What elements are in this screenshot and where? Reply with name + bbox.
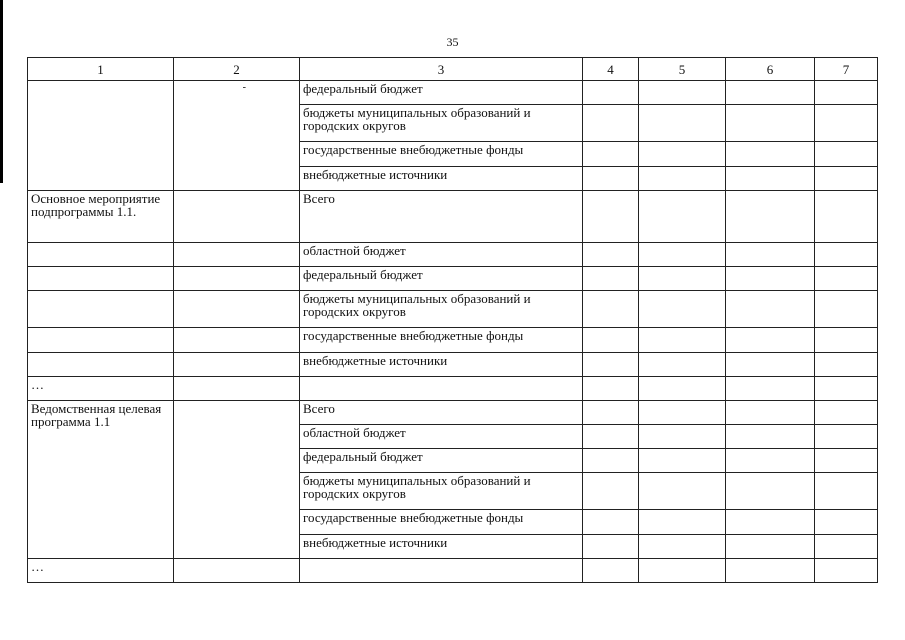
budget-table xyxy=(27,57,878,583)
funding-source-cell: государственные внебюджетные фонды xyxy=(300,142,583,167)
col-header-3: 3 xyxy=(300,58,583,81)
table-row xyxy=(28,267,878,291)
dept-program-label: Ведомственная целевая программа 1.1 xyxy=(28,401,174,559)
main-event-label: Основное мероприятие подпрограммы 1.1. xyxy=(28,191,174,243)
funding-source-cell: областной бюджет xyxy=(300,243,583,267)
table-row xyxy=(28,191,878,243)
funding-source-cell: бюджеты муниципальных образований и городских округов xyxy=(300,291,583,328)
funding-source-cell: государственные внебюджетные фонды xyxy=(300,510,583,535)
funding-source-cell: федеральный бюджет xyxy=(300,267,583,291)
table-row xyxy=(28,401,878,425)
col-header-6: 6 xyxy=(726,58,815,81)
funding-source-cell: федеральный бюджет xyxy=(300,449,583,473)
funding-source-cell: бюджеты муниципальных образований и городских округов xyxy=(300,105,583,142)
table-row xyxy=(28,377,878,401)
header-row xyxy=(28,58,878,81)
funding-source-cell: внебюджетные источники xyxy=(300,535,583,559)
table-row xyxy=(28,328,878,353)
ellipsis-cell: … xyxy=(28,377,174,401)
table-row xyxy=(28,291,878,328)
col2-mark: - xyxy=(242,82,246,93)
col-header-5: 5 xyxy=(639,58,726,81)
ellipsis-cell: … xyxy=(28,559,174,583)
funding-source-cell: Всего xyxy=(300,401,583,425)
table-row xyxy=(28,81,878,105)
funding-source-cell: внебюджетные источники xyxy=(300,167,583,191)
col-header-4: 4 xyxy=(583,58,639,81)
col1-cell xyxy=(28,81,174,191)
funding-source-cell: областной бюджет xyxy=(300,425,583,449)
col-header-1: 1 xyxy=(28,58,174,81)
col2-cell xyxy=(174,81,300,191)
funding-source-cell: Всего xyxy=(300,191,583,243)
col-header-7: 7 xyxy=(815,58,878,81)
scan-margin-mark xyxy=(0,0,3,183)
page-number: 35 xyxy=(446,35,459,49)
funding-source-cell: государственные внебюджетные фонды xyxy=(300,328,583,353)
table-row xyxy=(28,559,878,583)
funding-source-cell: бюджеты муниципальных образований и городских округов xyxy=(300,473,583,510)
col-header-2: 2 xyxy=(174,58,300,81)
funding-source-cell: внебюджетные источники xyxy=(300,353,583,377)
funding-source-cell: федеральный бюджет xyxy=(300,81,583,105)
table-row xyxy=(28,243,878,267)
table-row xyxy=(28,353,878,377)
